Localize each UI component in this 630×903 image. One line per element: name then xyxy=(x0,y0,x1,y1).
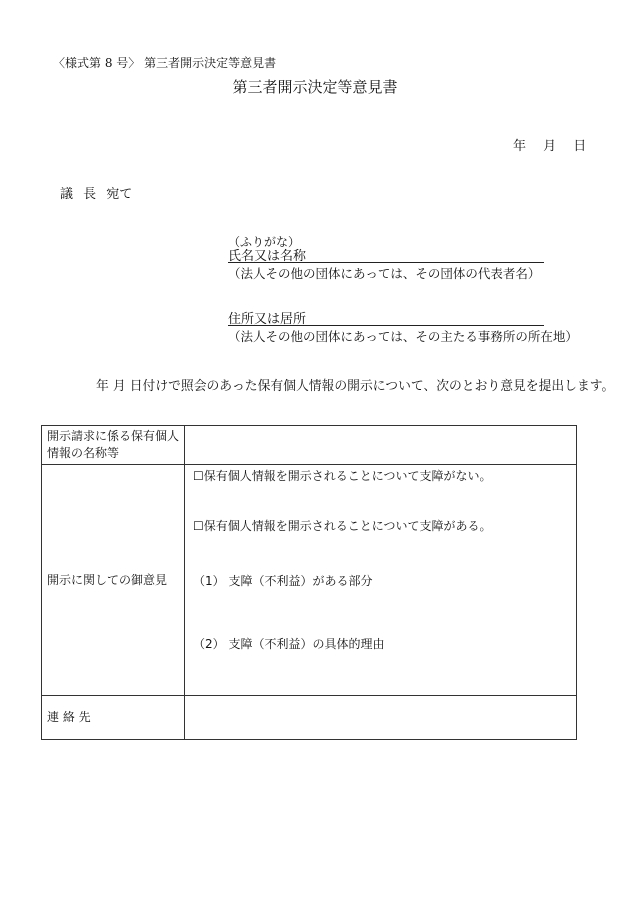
info-name-label: 開示請求に係る保有個人情報の名称等 xyxy=(47,429,180,460)
address-note: （法人その他の団体にあっては、その主たる事務所の所在地） xyxy=(228,329,578,344)
date-line: 年 月 日 xyxy=(513,139,587,154)
table-row xyxy=(42,696,577,740)
info-name-input-cell[interactable] xyxy=(185,426,577,465)
contact-label-cell xyxy=(42,696,185,740)
table-row xyxy=(42,426,577,465)
objection-reason-label: （2） 支障（不利益）の具体的理由 xyxy=(193,637,385,651)
opinion-label: 開示に関しての御意見 xyxy=(47,572,168,587)
option-objection[interactable]: ☐保有個人情報を開示されることについて支障がある。 xyxy=(193,519,492,533)
intro-text: 年 月 日付けで照会のあった保有個人情報の開示について、次のとおり意見を提出します。 xyxy=(96,379,615,394)
option-no-objection[interactable]: ☐保有個人情報を開示されることについて支障がない。 xyxy=(193,469,492,483)
objection-part-label: （1） 支障（不利益）がある部分 xyxy=(193,574,373,588)
document-title: 第三者開示決定等意見書 xyxy=(232,78,398,96)
opinion-table xyxy=(41,425,577,740)
name-field[interactable] xyxy=(228,245,544,263)
contact-label: 連 絡 先 xyxy=(47,710,91,724)
address-field[interactable] xyxy=(228,308,544,326)
name-label: 氏名又は名称 xyxy=(228,249,307,264)
info-name-label-cell xyxy=(42,426,185,465)
form-number: 〈様式第 8 号〉 第三者開示決定等意見書 xyxy=(53,56,277,70)
addressee: 議 長 宛て xyxy=(60,187,133,202)
address-label: 住所又は居所 xyxy=(228,312,307,327)
table-row xyxy=(42,465,577,696)
opinion-label-cell xyxy=(42,465,185,696)
contact-input-cell[interactable] xyxy=(185,696,577,740)
name-note: （法人その他の団体にあっては、その団体の代表者名） xyxy=(228,266,541,281)
opinion-cell[interactable] xyxy=(185,465,577,696)
furigana-label: （ふりがな） xyxy=(228,235,301,249)
